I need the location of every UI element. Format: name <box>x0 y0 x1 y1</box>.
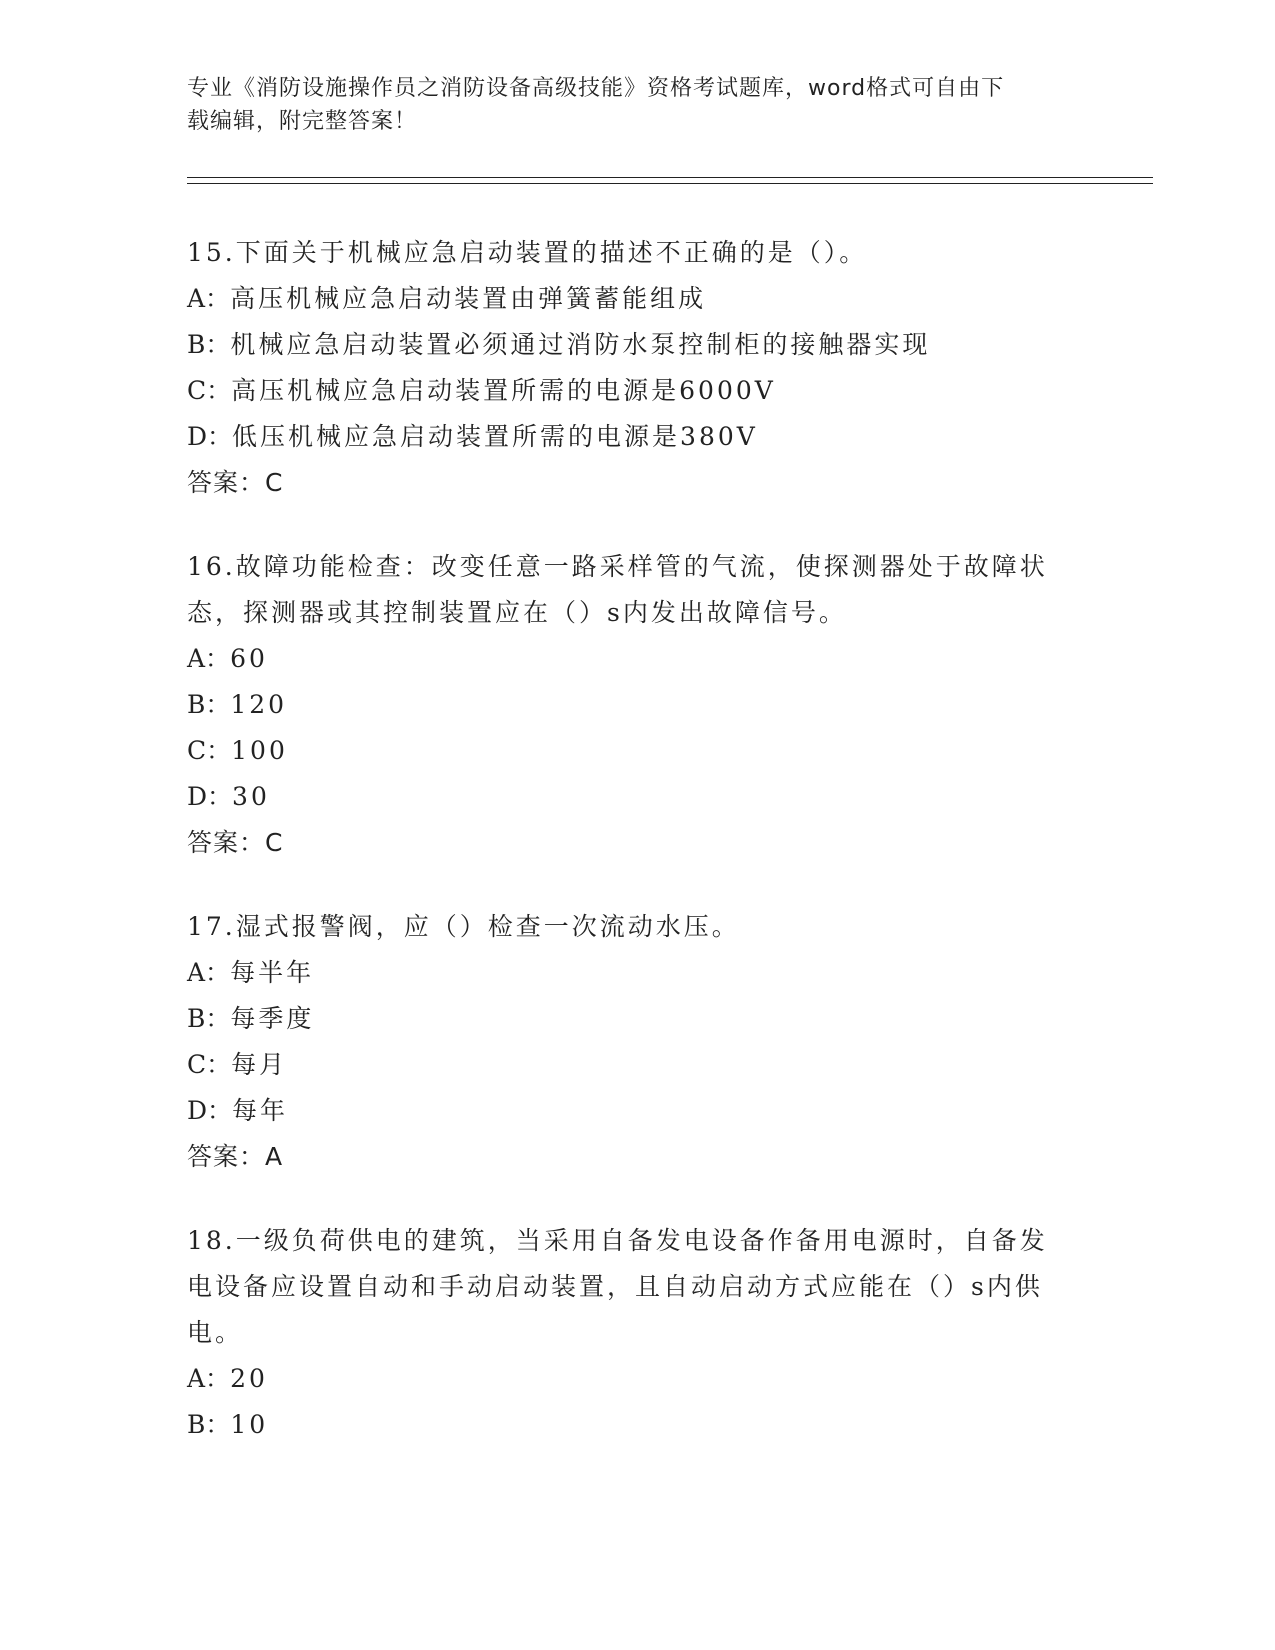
option-text: 120 <box>230 690 288 719</box>
option-d <box>187 414 1087 460</box>
option-b <box>187 1402 1087 1448</box>
option-text: 60 <box>230 644 268 673</box>
answer-line: 答案：A <box>187 1142 284 1171</box>
question-list <box>187 230 1087 1486</box>
option-text: 每年 <box>232 1096 289 1125</box>
answer-line: 答案：C <box>187 828 284 857</box>
question-stem-line: 电。 <box>187 1318 244 1347</box>
option-d <box>187 774 1087 820</box>
option-letter: C： <box>187 736 232 765</box>
option-letter: A： <box>187 284 231 313</box>
header-divider-bottom <box>187 183 1153 184</box>
question-stem-line: 15.下面关于机械应急启动装置的描述不正确的是（）。 <box>187 238 868 267</box>
header-divider-top <box>187 177 1153 178</box>
option-letter: A： <box>187 1364 231 1393</box>
document-header <box>187 72 1067 138</box>
option-letter: A： <box>187 644 231 673</box>
option-letter: D： <box>187 1096 233 1125</box>
question-stem-line: 17.湿式报警阀，应（）检查一次流动水压。 <box>187 912 740 941</box>
option-text: 高压机械应急启动装置由弹簧蓄能组成 <box>230 284 707 313</box>
option-letter: D： <box>187 782 233 811</box>
option-a <box>187 950 1087 996</box>
option-b <box>187 996 1087 1042</box>
option-a <box>187 1356 1087 1402</box>
option-c <box>187 368 1087 414</box>
option-c <box>187 728 1087 774</box>
question-stem-line: 18.一级负荷供电的建筑，当采用自备发电设备作备用电源时，自备发 <box>187 1226 1048 1255</box>
question-16 <box>187 544 1087 866</box>
question-15 <box>187 230 1087 506</box>
option-letter: C： <box>187 1050 232 1079</box>
question-stem <box>187 904 1087 950</box>
option-b <box>187 682 1087 728</box>
question-stem-line: 态，探测器或其控制装置应在（）s内发出故障信号。 <box>187 598 847 627</box>
option-text: 每月 <box>231 1050 288 1079</box>
option-letter: B： <box>187 1004 231 1033</box>
question-stem <box>187 230 1087 276</box>
option-text: 机械应急启动装置必须通过消防水泵控制柜的接触器实现 <box>230 330 931 359</box>
option-text: 每半年 <box>230 958 315 987</box>
option-letter: D： <box>187 422 233 451</box>
header-line-1: 专业《消防设施操作员之消防设备高级技能》资格考试题库，word格式可自由下 <box>187 76 1005 101</box>
question-stem <box>187 1218 1087 1356</box>
option-a <box>187 636 1087 682</box>
option-text: 100 <box>231 736 288 765</box>
question-17 <box>187 904 1087 1180</box>
option-text: 低压机械应急启动装置所需的电源是380V <box>232 422 758 451</box>
question-18 <box>187 1218 1087 1448</box>
option-letter: B： <box>187 330 231 359</box>
option-letter: B： <box>187 690 231 719</box>
option-text: 30 <box>232 782 270 811</box>
answer-line: 答案：C <box>187 468 284 497</box>
question-stem-line: 电设备应设置自动和手动启动装置，且自动启动方式应能在（）s内供 <box>187 1272 1043 1301</box>
option-a <box>187 276 1087 322</box>
option-letter: A： <box>187 958 231 987</box>
option-letter: B： <box>187 1410 231 1439</box>
option-c <box>187 1042 1087 1088</box>
option-d <box>187 1088 1087 1134</box>
question-stem <box>187 544 1087 636</box>
option-b <box>187 322 1087 368</box>
option-text: 高压机械应急启动装置所需的电源是6000V <box>231 376 776 405</box>
option-text: 每季度 <box>230 1004 315 1033</box>
question-stem-line: 16.故障功能检查：改变任意一路采样管的气流，使探测器处于故障状 <box>187 552 1048 581</box>
option-text: 10 <box>230 1410 269 1439</box>
option-text: 20 <box>230 1364 268 1393</box>
header-line-2: 载编辑，附完整答案！ <box>187 109 418 134</box>
option-letter: C： <box>187 376 232 405</box>
